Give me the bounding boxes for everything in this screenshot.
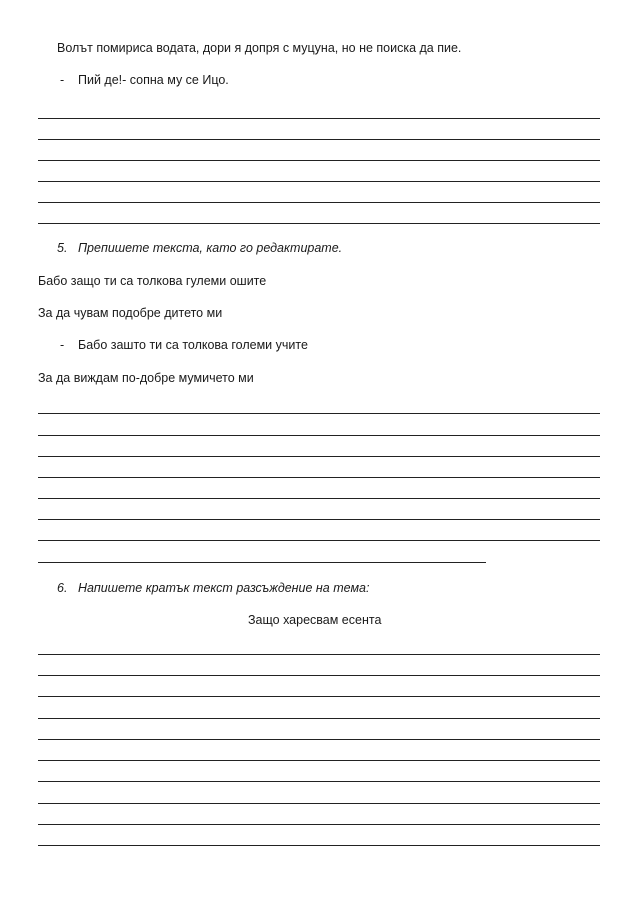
dialogue-line: Пий де!- сопна му се Ицо. <box>78 73 229 87</box>
task5-line-2: За да чувам подобре дитето ми <box>38 306 223 320</box>
task5-line-4: За да виждам по-добре мумичето ми <box>38 371 254 385</box>
task6-number: 6. <box>57 581 68 595</box>
answer-line <box>38 696 600 697</box>
answer-line <box>38 519 600 520</box>
answer-line <box>38 160 600 161</box>
answer-line <box>38 781 600 782</box>
answer-line <box>38 718 600 719</box>
answer-line <box>38 739 600 740</box>
answer-line <box>38 223 600 224</box>
answer-line <box>38 456 600 457</box>
task5-line-1: Бабо защо ти са толкова гулеми ошите <box>38 274 267 288</box>
answer-line <box>38 654 600 655</box>
task5-instruction: Препишете текста, като го редактирате. <box>78 241 343 255</box>
essay-topic: Защо харесвам есента <box>248 613 382 627</box>
answer-line <box>38 760 600 761</box>
answer-line <box>38 181 600 182</box>
task5-dash: - <box>60 338 65 352</box>
answer-line <box>38 435 600 436</box>
answer-line <box>38 824 600 825</box>
answer-line <box>38 845 600 846</box>
answer-line <box>38 477 600 478</box>
dialogue-dash: - <box>60 73 65 87</box>
answer-line <box>38 118 600 119</box>
task5-line-3: Бабо зашто ти са толкова големи учите <box>78 338 308 352</box>
answer-line <box>38 540 600 541</box>
intro-sentence: Волът помириса водата, дори я допря с муцуна, но не поиска да пие. <box>57 41 462 55</box>
answer-line <box>38 413 600 414</box>
answer-line <box>38 675 600 676</box>
answer-line <box>38 139 600 140</box>
answer-line <box>38 498 600 499</box>
answer-line <box>38 202 600 203</box>
task6-instruction: Напишете кратък текст разсъждение на тема: <box>78 581 370 595</box>
task5-number: 5. <box>57 241 68 255</box>
answer-line <box>38 562 486 563</box>
answer-line <box>38 803 600 804</box>
